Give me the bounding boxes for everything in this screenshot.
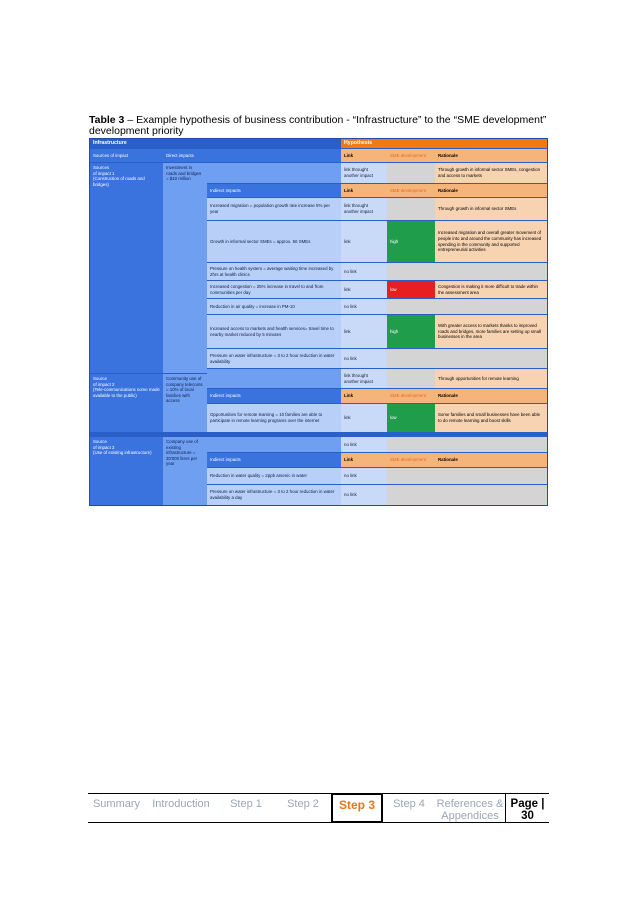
company-use-infrastructure: Company use of existing infrastructure = 30'000 liters per year xyxy=(163,437,207,505)
sme-rating-low: low xyxy=(387,404,435,432)
sme-label: SME development xyxy=(390,393,426,399)
link-cell: link xyxy=(341,315,387,348)
direct-impact-blank-2 xyxy=(207,369,341,388)
link-cell: link xyxy=(341,221,387,262)
indirect-impact-air-quality: Reduction in air quality = increase in PM-10 xyxy=(207,299,341,314)
link-cell: no link xyxy=(341,468,387,484)
rationale-cell: With greater access to markets thanks to improved roads and bridges, more families are setting up small businesses in the area xyxy=(435,315,547,348)
indirect-sme-header xyxy=(387,453,435,467)
indirect-sme-header xyxy=(387,184,435,197)
sme-cell xyxy=(387,349,435,368)
nav-summary[interactable]: Summary xyxy=(88,793,145,823)
direct-impact-blank-1 xyxy=(207,163,341,183)
investment-roads-bridges: Investment in roads and bridges = $10 million xyxy=(163,163,207,373)
header-infrastructure: Infrastructure xyxy=(90,139,341,148)
nav-step-3[interactable]: Step 3 xyxy=(331,793,383,823)
community-use-telecoms: Community use of company telecoms = 10% of local families with access xyxy=(163,374,207,432)
link-cell: no link xyxy=(341,299,387,314)
col-sme-development xyxy=(387,149,435,162)
sme-label: SME development xyxy=(390,457,426,463)
indirect-link-header: Link xyxy=(341,453,387,467)
col-link: Link xyxy=(341,149,387,162)
rationale-cell xyxy=(435,437,547,452)
link-cell: link throught another impact xyxy=(341,369,387,388)
indirect-rationale-header: Rationale xyxy=(435,389,547,403)
sme-cell xyxy=(387,299,435,314)
indirect-impacts-header: Indirect impacts xyxy=(207,184,341,197)
nav-step-1[interactable]: Step 1 xyxy=(217,793,275,823)
indirect-impact-health: Pressure on health system = average waiting time increased by 2hrs at health clinics xyxy=(207,263,341,280)
indirect-impact-sme-growth: Growth in informal sector SMEs = approx. 50 SMEs xyxy=(207,221,341,262)
indirect-impact-market-access: Increased access to markets and health services= travel time to nearby market reduced by 5 minutes xyxy=(207,315,341,348)
indirect-impact-remote-learning: Opportunities for remote learning = 10 families are able to participate in remote learning programs over the internet xyxy=(207,404,341,432)
header-hypothesis: Hypothesis xyxy=(341,139,547,148)
indirect-impacts-header: Indirect impacts xyxy=(207,389,341,403)
sme-label: SME development xyxy=(390,187,426,193)
rationale-cell: Congestion is making it more difficult to trade within the assessment area xyxy=(435,281,547,298)
link-cell: link throught another impact xyxy=(341,198,387,220)
col-direct-impacts: Direct impacts xyxy=(163,149,341,162)
page-number: Page | 30 xyxy=(505,793,549,823)
rationale-cell xyxy=(435,263,547,280)
nav-references-appendices[interactable]: References & Appendices xyxy=(435,793,505,823)
direct-impact-blank-3 xyxy=(207,437,341,452)
nav-introduction[interactable]: Introduction xyxy=(145,793,217,823)
indirect-impact-migration: Increased migration = population growth rate increase 5% per year xyxy=(207,198,341,220)
sme-rating-high: high xyxy=(387,315,435,348)
indirect-impact-congestion: Increased congestion = 25% increase in travel to and from communities per day xyxy=(207,281,341,298)
rationale-cell xyxy=(435,349,547,368)
footer-navigation xyxy=(88,793,549,823)
indirect-link-header: Link xyxy=(341,184,387,197)
col-sources-of-impact: Sources of impact xyxy=(90,149,163,162)
table-caption xyxy=(89,115,551,137)
hypothesis-table xyxy=(89,138,548,506)
rationale-cell: Through growth in informal sector SMEs, congestion and access to markets xyxy=(435,163,547,183)
sme-cell xyxy=(387,485,435,505)
link-cell: no link xyxy=(341,437,387,452)
link-cell: no link xyxy=(341,349,387,368)
indirect-impacts-header: Indirect impacts xyxy=(207,453,341,467)
rationale-cell xyxy=(435,299,547,314)
indirect-impact-water-availability: Pressure on water infrastructure = 3 to 2 hour reduction in water availability a day xyxy=(207,485,341,505)
link-cell: link xyxy=(341,281,387,298)
link-cell: no link xyxy=(341,485,387,505)
source-of-impact-2: Source of impact 2 (Tele-communications some made available to the public) xyxy=(90,374,163,432)
link-cell: no link xyxy=(341,263,387,280)
link-cell: link throught another impact xyxy=(341,163,387,183)
sme-cell xyxy=(387,263,435,280)
col-rationale: Rationale xyxy=(435,149,547,162)
sme-cell xyxy=(387,437,435,452)
source-of-impact-1: Sources of impact 1 (Construction of roads and bridges) xyxy=(90,163,163,373)
indirect-rationale-header: Rationale xyxy=(435,453,547,467)
sme-cell xyxy=(387,198,435,220)
link-cell: link xyxy=(341,404,387,432)
indirect-impact-water-pressure: Pressure on water infrastructure = 3 to 2 hour reduction in water availability xyxy=(207,349,341,368)
rationale-cell: Increased migration and overall greater movement of people into and around the community has increased spending in the community and supported entrepreneurial activities xyxy=(435,221,547,262)
indirect-sme-header xyxy=(387,389,435,403)
indirect-link-header: Link xyxy=(341,389,387,403)
indirect-rationale-header: Rationale xyxy=(435,184,547,197)
nav-step-2[interactable]: Step 2 xyxy=(275,793,331,823)
sme-rating-low: low xyxy=(387,281,435,298)
sme-cell xyxy=(387,369,435,388)
caption-label: Table 3 xyxy=(89,114,125,126)
rationale-cell: Some families and small businesses have been able to do remote learning and boost skills xyxy=(435,404,547,432)
rationale-cell xyxy=(435,485,547,505)
sme-rating-high: high xyxy=(387,221,435,262)
sme-cell xyxy=(387,468,435,484)
rationale-cell: Through opportunities for remote learning xyxy=(435,369,547,388)
sme-label: SME development xyxy=(390,152,426,158)
nav-step-4[interactable]: Step 4 xyxy=(383,793,435,823)
indirect-impact-water-quality: Reduction in water quality = 2ppb arsenic in water xyxy=(207,468,341,484)
sme-cell xyxy=(387,163,435,183)
caption-text: – Example hypothesis of business contribution - “Infrastructure” to the “SME development” development priority xyxy=(89,114,547,137)
source-of-impact-3: Source of impact 3 (Use of existing infrastructure) xyxy=(90,437,163,505)
rationale-cell: Through growth in informal sector SMEs xyxy=(435,198,547,220)
rationale-cell xyxy=(435,468,547,484)
